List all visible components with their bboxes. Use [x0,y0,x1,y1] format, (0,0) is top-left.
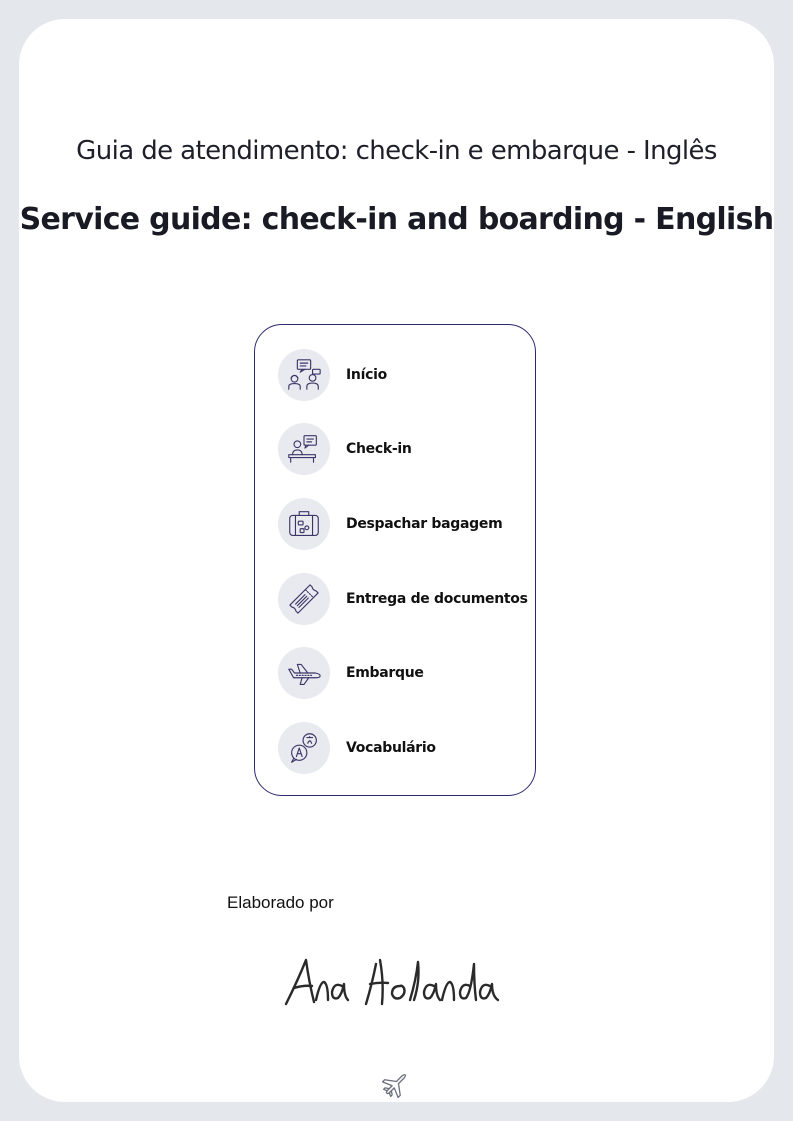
airplane-icon [380,1068,412,1100]
translation-icon [278,722,330,774]
menu-item-label: Check-in [346,441,412,457]
menu-item-inicio[interactable] [278,349,387,401]
menu-item-vocabulario[interactable] [278,722,436,774]
menu-item-label: Vocabulário [346,740,436,756]
menu-item-check-in[interactable] [278,423,412,475]
page-subtitle: Guia de atendimento: check-in e embarque - Inglês [76,136,717,166]
menu-item-label: Entrega de documentos [346,591,528,607]
navigation-menu [254,324,536,796]
page-title: Service guide: check-in and boarding - English [19,202,774,237]
check-in-desk-icon [278,423,330,475]
menu-item-embarque[interactable] [278,647,424,699]
airplane-icon [278,647,330,699]
conversation-icon [278,349,330,401]
suitcase-icon [278,498,330,550]
menu-item-despachar-bagagem[interactable] [278,498,502,550]
ticket-icon [278,573,330,625]
menu-item-label: Embarque [346,665,424,681]
menu-item-entrega-de-documentos[interactable] [278,573,528,625]
credit-label: Elaborado por [227,893,334,912]
menu-item-label: Início [346,367,387,383]
menu-item-label: Despachar bagagem [346,516,503,532]
author-signature [276,952,516,1012]
